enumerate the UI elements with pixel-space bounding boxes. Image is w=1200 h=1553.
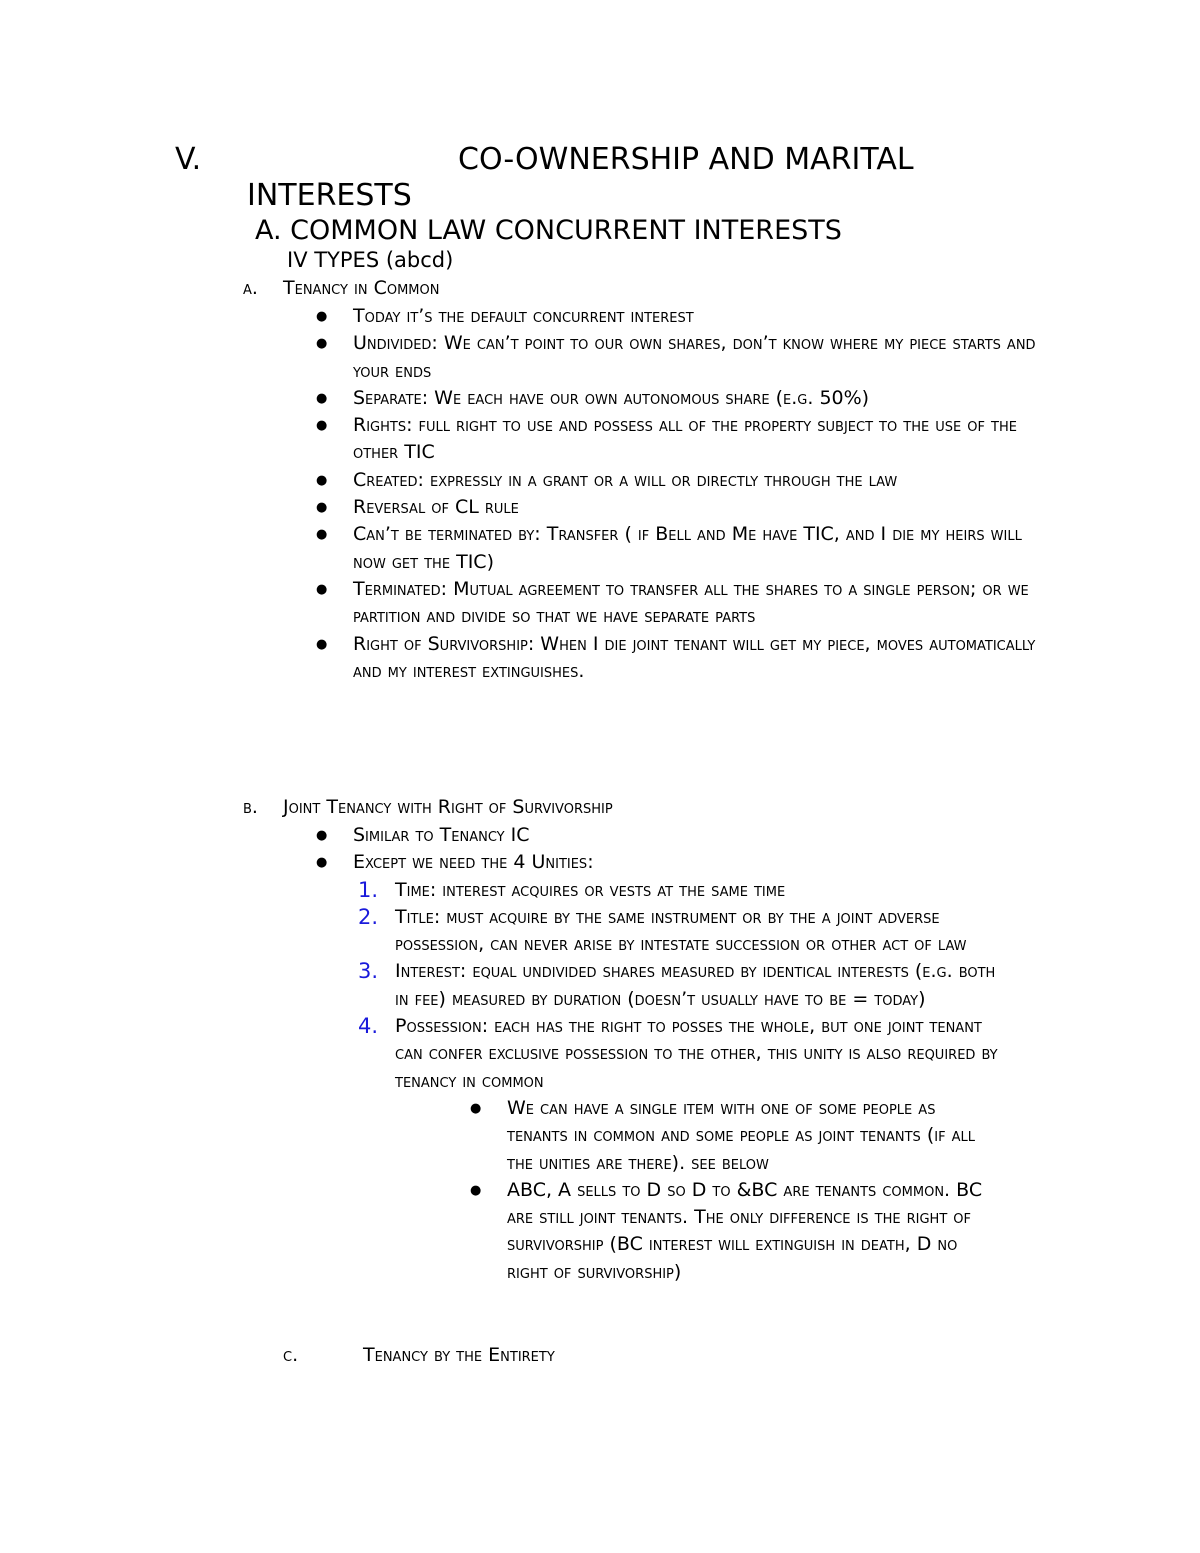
- list-item: ● Today it’s the default concurrent interest: [353, 303, 1053, 330]
- unity-number: 1.: [358, 877, 379, 902]
- list-item: ● Undivided: We can’t point to our own shares, don’t know where my piece starts and your ends: [353, 330, 1053, 385]
- list-item: ● Terminated: Mutual agreement to transfer all the shares to a single person; or we partition and divide so that we have separate parts: [353, 576, 1053, 631]
- unity-number: 4.: [358, 1014, 379, 1039]
- unity-item: [358, 958, 1013, 1013]
- list-item: ● Created: expressly in a grant or a will or directly through the law: [353, 467, 1053, 494]
- list-item: ● Reversal of CL rule: [353, 494, 1053, 521]
- list-item: ● Can’t be terminated by: Transfer ( if Bell and Me have TIC, and I die my heirs will now get the TIC): [353, 521, 1053, 576]
- unity-number: 2.: [358, 904, 379, 929]
- list-item: ● Similar to Tenancy IC: [353, 822, 1053, 849]
- list-item: ● Separate: We each have our own autonomous share (e.g. 50%): [353, 385, 1053, 412]
- section-b-heading: [243, 794, 943, 821]
- unity-text: Title: must acquire by the same instrument or by the a joint adverse possession, can never arise by intestate succession or other act of law: [395, 905, 967, 956]
- section-b-bullet-list: [353, 822, 1053, 1286]
- section-a-bullet-list: [353, 303, 1053, 685]
- unity-item: [358, 904, 1013, 959]
- section-c-heading: [283, 1342, 883, 1369]
- list-item: ● Right of Survivorship: When I die joint tenant will get my piece, moves automatically and my interest extinguishes.: [353, 631, 1053, 686]
- section-title-line-1: CO-OWNERSHIP AND MARITAL: [458, 142, 914, 177]
- unities-intro: ● Except we need the 4 Unities:: [353, 851, 594, 874]
- list-item: [353, 849, 1053, 1286]
- unity-number: 3.: [358, 959, 379, 984]
- section-title-line-2: INTERESTS: [247, 178, 412, 213]
- section-a-letter: a.: [243, 277, 258, 299]
- unities-list: [353, 877, 1013, 1286]
- subheading: A. COMMON LAW CONCURRENT INTERESTS: [255, 215, 842, 246]
- unity-text: Time: interest acquires or vests at the same time: [395, 878, 786, 901]
- types-heading: IV TYPES (abcd): [287, 248, 454, 272]
- unity-text: Possession: each has the right to posses the whole, but one joint tenant can confer exclusive possession to the other, this unity is also required by tenancy in common: [395, 1015, 998, 1092]
- section-a-heading: [243, 275, 843, 302]
- list-item: ● Rights: full right to use and possess all of the property subject to the use of the other TIC: [353, 412, 1053, 467]
- section-roman-numeral: V.: [175, 142, 202, 177]
- unity-item: [358, 877, 1013, 904]
- possession-sub-list: [395, 1095, 995, 1286]
- section-c-title: Tenancy by the Entirety: [363, 1344, 555, 1366]
- section-b-letter: b.: [243, 796, 258, 818]
- list-item: ● ABC, A sells to D so D to &BC are tenants common. BC are still joint tenants. The only difference is the right of survivorship (BC interest will extinguish in death, D no right of survivorship): [507, 1177, 995, 1286]
- unity-item: [358, 1013, 1013, 1286]
- section-c-letter: c.: [283, 1344, 299, 1366]
- unity-text: Interest: equal undivided shares measured by identical interests (e.g. both in fee) measured by duration (doesn’t usually have to be = today): [395, 960, 996, 1010]
- list-item: ● We can have a single item with one of some people as tenants in common and some people as joint tenants (if all the unities are there). see below: [507, 1095, 995, 1177]
- section-b-title: Joint Tenancy with Right of Survivorship: [283, 796, 613, 818]
- section-a-title: Tenancy in Common: [283, 277, 440, 299]
